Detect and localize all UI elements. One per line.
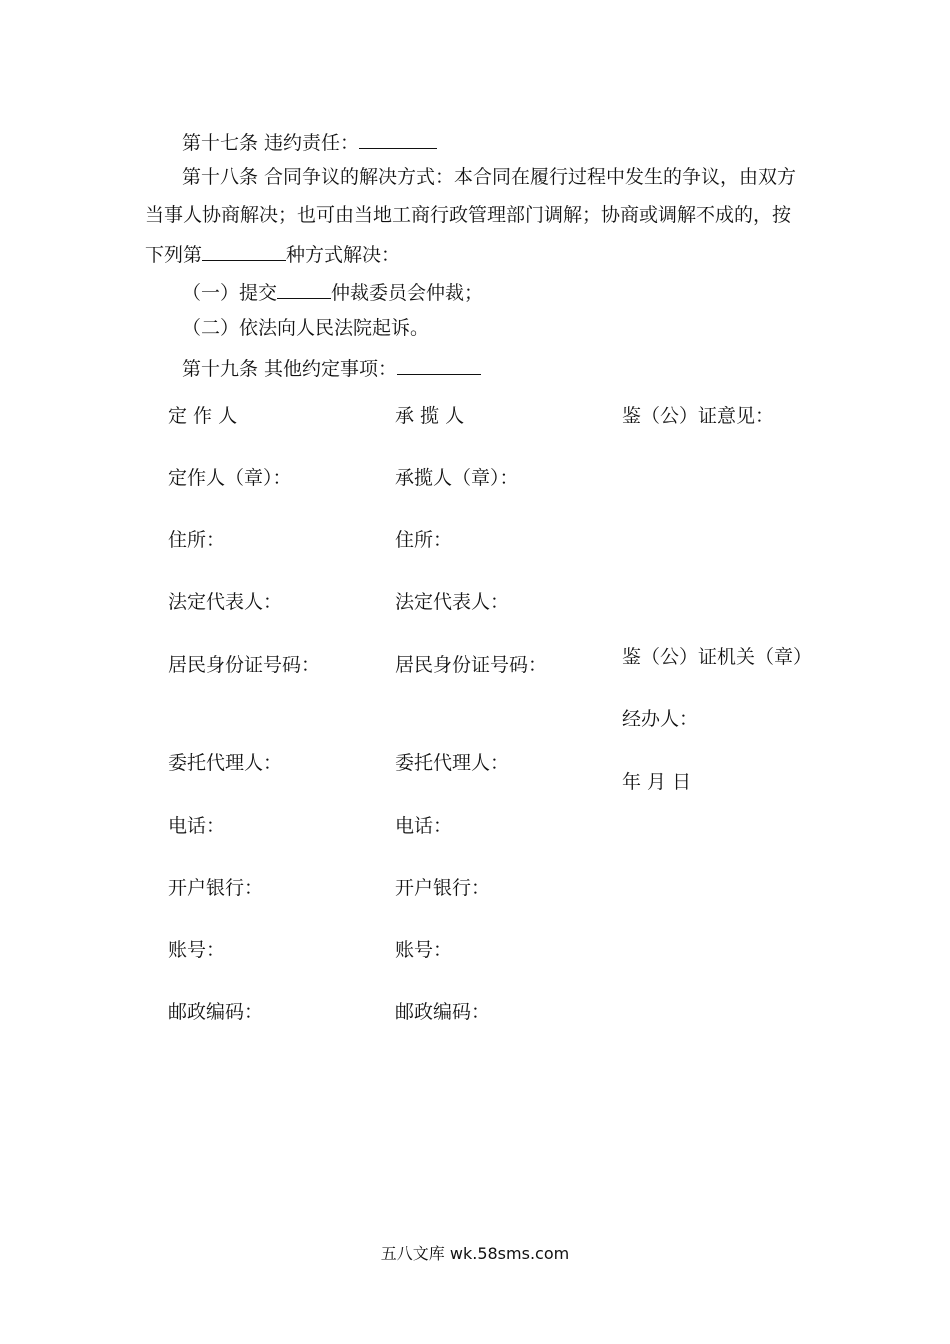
col-c-heading: 鉴（公）证意见： bbox=[622, 405, 775, 427]
col-a-id-number: 居民身份证号码： bbox=[168, 654, 321, 676]
option-1-prefix: （一）提交 bbox=[182, 282, 278, 304]
option-1-blank bbox=[277, 278, 331, 299]
article-17-label: 第十七条 违约责任： bbox=[182, 132, 360, 154]
col-a-phone: 电话： bbox=[168, 815, 226, 837]
col-a-heading: 定 作 人 bbox=[168, 405, 238, 427]
article-19 bbox=[182, 354, 481, 381]
article-19-blank bbox=[397, 354, 481, 375]
option-2: （二）依法向人民法院起诉。 bbox=[182, 317, 430, 339]
article-19-label: 第十九条 其他约定事项： bbox=[182, 358, 398, 380]
col-c-authority: 鉴（公）证机关（章） bbox=[622, 646, 813, 668]
option-1-suffix: 仲裁委员会仲裁； bbox=[331, 282, 484, 304]
col-a-account: 账号： bbox=[168, 939, 226, 961]
article-18-method-blank bbox=[202, 240, 286, 261]
option-1 bbox=[182, 278, 483, 305]
col-a-seal: 定作人（章）： bbox=[168, 467, 292, 489]
col-b-heading: 承 揽 人 bbox=[395, 405, 465, 427]
col-b-account: 账号： bbox=[395, 939, 453, 961]
col-b-agent: 委托代理人： bbox=[395, 752, 510, 774]
col-b-phone: 电话： bbox=[395, 815, 453, 837]
col-b-seal: 承揽人（章）： bbox=[395, 467, 519, 489]
col-b-address: 住所： bbox=[395, 529, 453, 551]
col-a-legal-rep: 法定代表人： bbox=[168, 591, 283, 613]
col-a-address: 住所： bbox=[168, 529, 226, 551]
article-18-line-3-prefix: 下列第 bbox=[145, 244, 203, 266]
col-a-bank: 开户银行： bbox=[168, 877, 264, 899]
article-17-blank bbox=[359, 128, 437, 149]
article-18-line-2: 当事人协商解决；也可由当地工商行政管理部门调解；协商或调解不成的，按 bbox=[145, 204, 792, 226]
article-18-line-3-suffix: 种方式解决： bbox=[286, 244, 401, 266]
col-c-handler: 经办人： bbox=[622, 708, 699, 730]
article-18-line-3 bbox=[145, 240, 400, 267]
col-b-postcode: 邮政编码： bbox=[395, 1001, 491, 1023]
col-b-legal-rep: 法定代表人： bbox=[395, 591, 510, 613]
col-b-id-number: 居民身份证号码： bbox=[395, 654, 548, 676]
col-a-postcode: 邮政编码： bbox=[168, 1001, 264, 1023]
col-a-agent: 委托代理人： bbox=[168, 752, 283, 774]
col-c-date: 年 月 日 bbox=[622, 771, 692, 793]
article-17 bbox=[182, 128, 437, 155]
footer-watermark: 五八文库 wk.58sms.com bbox=[380, 1244, 570, 1263]
article-18-line-1: 第十八条 合同争议的解决方式：本合同在履行过程中发生的争议，由双方 bbox=[182, 166, 797, 188]
col-b-bank: 开户银行： bbox=[395, 877, 491, 899]
